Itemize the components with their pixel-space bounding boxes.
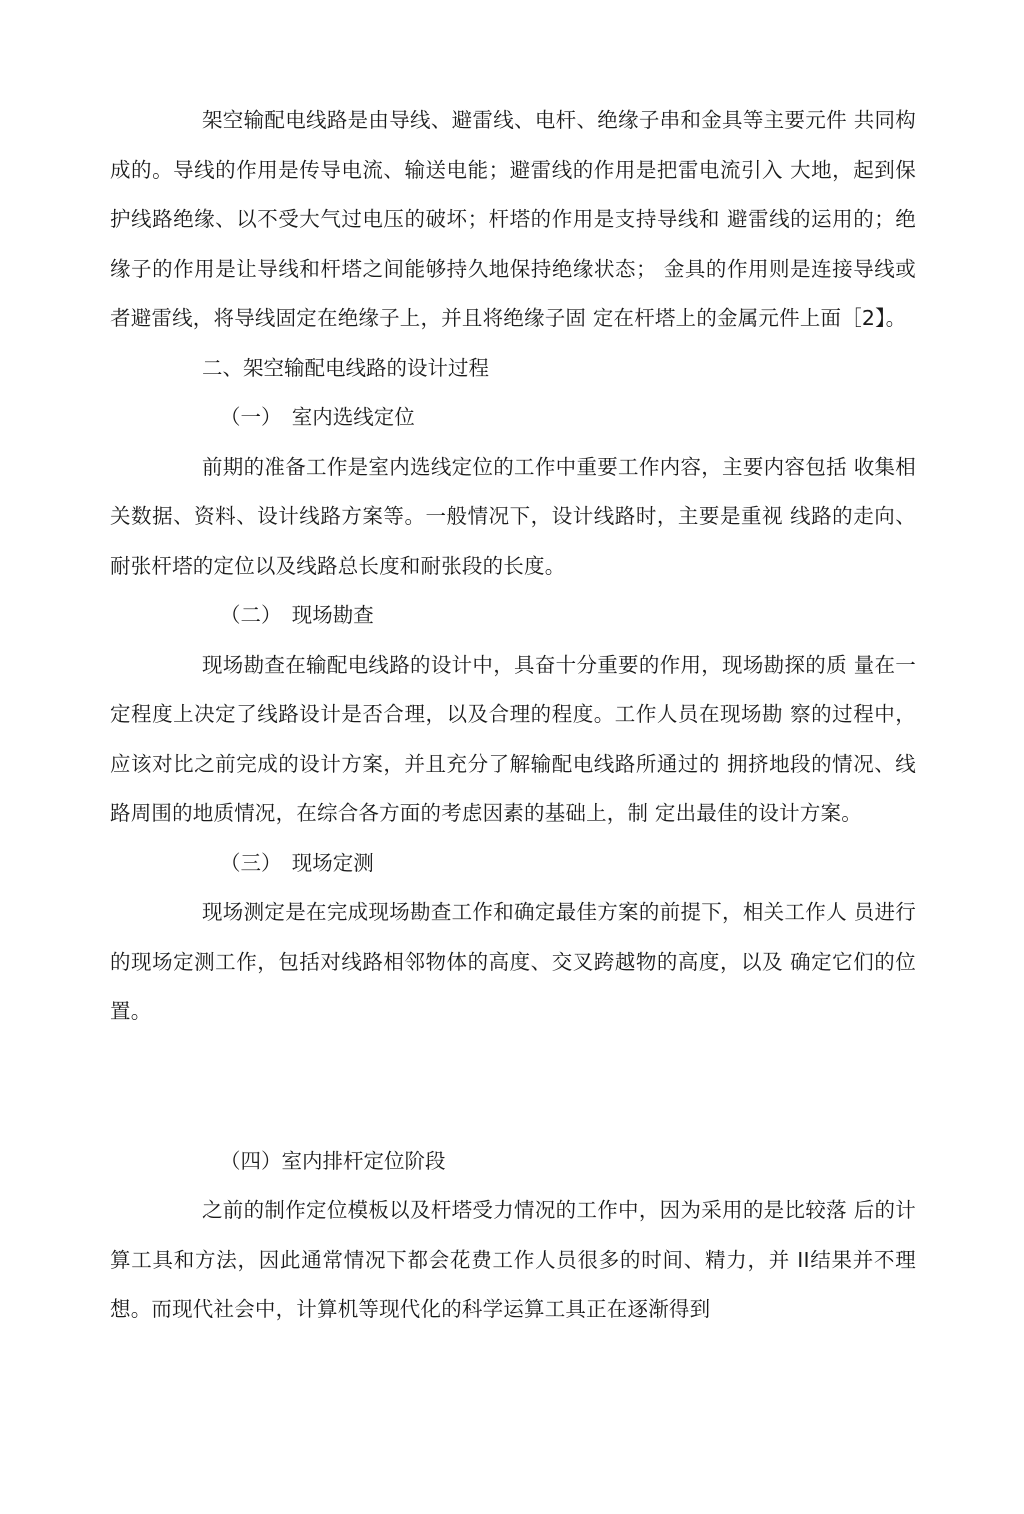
paragraph-components: 架空输配电线路是由导线、避雷线、电杆、绝缘子串和金具等主要元件 共同构成的。导线的作用是传导电流、输送电能；避雷线的作用是把雷电流引入 大地，起到保护线路绝缘、以不受大气过电压的破坏；杆塔的作用是支持导线和 避雷线的运用的；绝缘子的作用是让导线和杆塔之间能够持久地保持绝缘状态； 金具的作用则是连接导线或者避雷线，将导线固定在绝缘子上，并且将绝缘子固 定在杆塔上的金属元件上面［2】。 [110, 108, 916, 330]
document-page [110, 96, 916, 1335]
paragraph-preparation: 前期的准备工作是室内选线定位的工作中重要工作内容，主要内容包括 收集相关数据、资料、设计线路方案等。一般情况下，设计线路时，主要是重视 线路的走向、耐张杆塔的定位以及线路总长度和耐张段的长度。 [110, 454, 916, 578]
blank-gap [110, 1037, 916, 1137]
paragraph-site-survey: 现场勘查在输配电线路的设计中，具奋十分重要的作用，现场勘探的质 量在一定程度上决定了线路设计是否合理，以及合理的程度。工作人员在现场勘 察的过程中，应该对比之前完成的设计方案，并且充分了解输配电线路所通过的 拥挤地段的情况、线路周围的地质情况，在综合各方面的考虑因素的基础上，制 定出最佳的设计方案。 [110, 652, 916, 825]
paragraph-site-measurement: 现场测定是在完成现场勘查工作和确定最佳方案的前提下，相关工作人 员进行的现场定测工作，包括对线路相邻物体的高度、交叉跨越物的高度，以及 确定它们的位置。 [110, 900, 916, 1023]
subheading-site-measurement: （三） 现场定测 [220, 850, 374, 875]
subheading-site-survey: （二） 现场勘查 [220, 603, 374, 627]
section-heading-design-process: 二、架空输配电线路的设计过程 [202, 355, 489, 380]
subheading-pole-positioning: （四）室内排杆定位阶段 [220, 1148, 446, 1173]
paragraph-pole-positioning: 之前的制作定位模板以及杆塔受力情况的工作中，因为采用的是比较落 后的计算工具和方法，因此通常情况下都会花费工作人员很多的时间、精力，并 II结果并不理想。而现代社会中，计算机等现代化的科学运算工具正在逐渐得到 [110, 1198, 916, 1321]
subheading-indoor-route-selection: （一） 室内选线定位 [220, 405, 415, 429]
